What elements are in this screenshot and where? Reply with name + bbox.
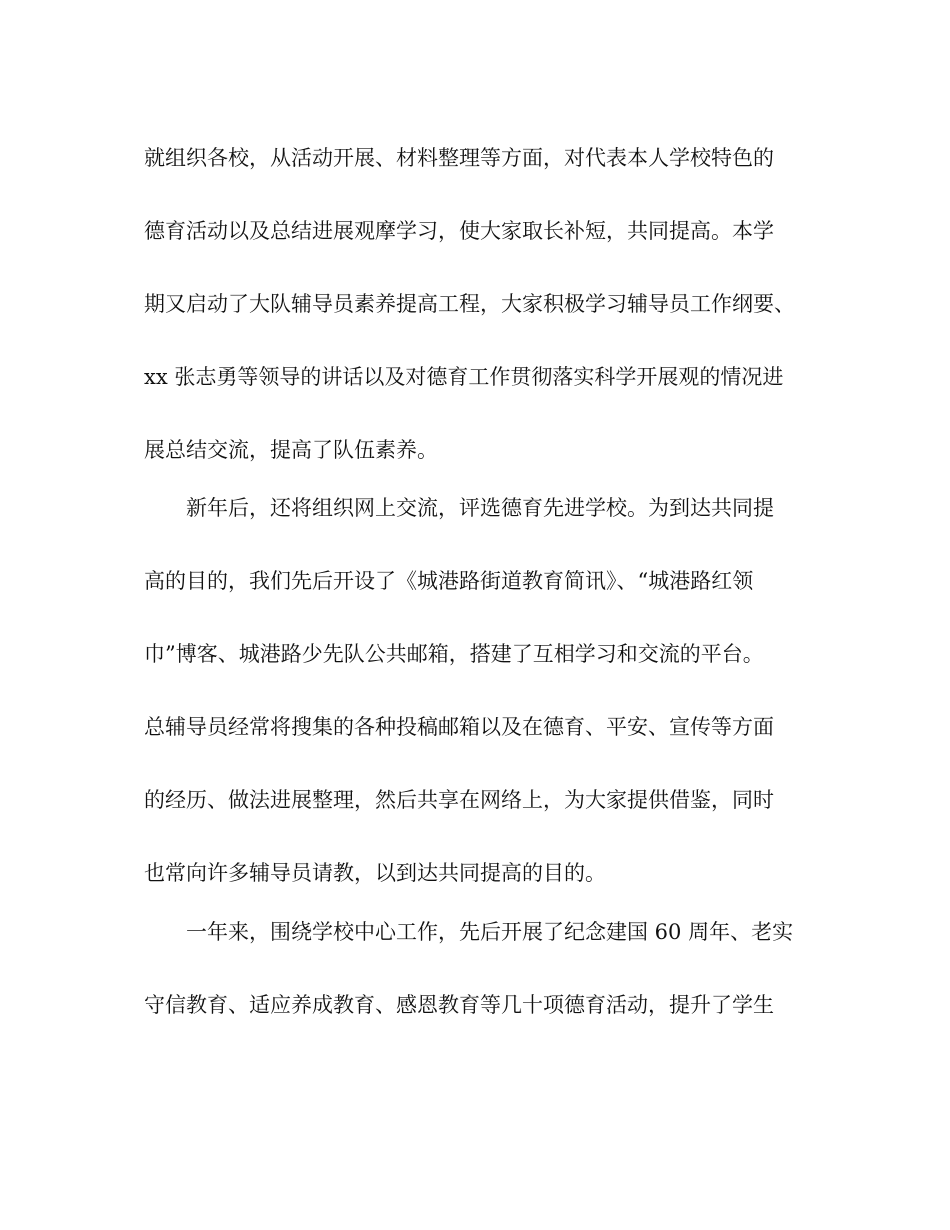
text-line: 就组织各校，从活动开展、材料整理等方面，对代表本人学校特色的: [144, 146, 774, 170]
text-line: 期又启动了大队辅导员素养提高工程，大家积极学习辅导员工作纲要、: [144, 292, 795, 316]
text-line: 也常向许多辅导员请教，以到达共同提高的目的。: [144, 861, 606, 885]
paragraph-first-line: 一年来，围绕学校中心工作，先后开展了纪念建国 60 周年、老实: [186, 920, 794, 944]
paragraph-first-line: 新年后，还将组织网上交流，评选德育先进学校。为到达共同提: [186, 496, 774, 520]
text-line: xx 张志勇等领导的讲话以及对德育工作贯彻落实科学开展观的情况进: [144, 365, 784, 389]
text-line: 德育活动以及总结进展观摩学习，使大家取长补短，共同提高。本学: [144, 219, 774, 243]
text-line: 总辅导员经常将搜集的各种投稿邮箱以及在德育、平安、宣传等方面: [144, 715, 774, 739]
text-line: 守信教育、适应养成教育、感恩教育等几十项德育活动，提升了学生: [144, 993, 774, 1017]
text-line: 展总结交流，提高了队伍素养。: [144, 438, 438, 462]
text-line: 高的目的，我们先后开设了《城港路街道教育简讯》、“城港路红领: [144, 569, 754, 593]
text-line: 的经历、做法进展整理，然后共享在网络上，为大家提供借鉴，同时: [144, 788, 774, 812]
text-line: 巾”博客、城港路少先队公共邮箱，搭建了互相学习和交流的平台。: [144, 642, 764, 666]
